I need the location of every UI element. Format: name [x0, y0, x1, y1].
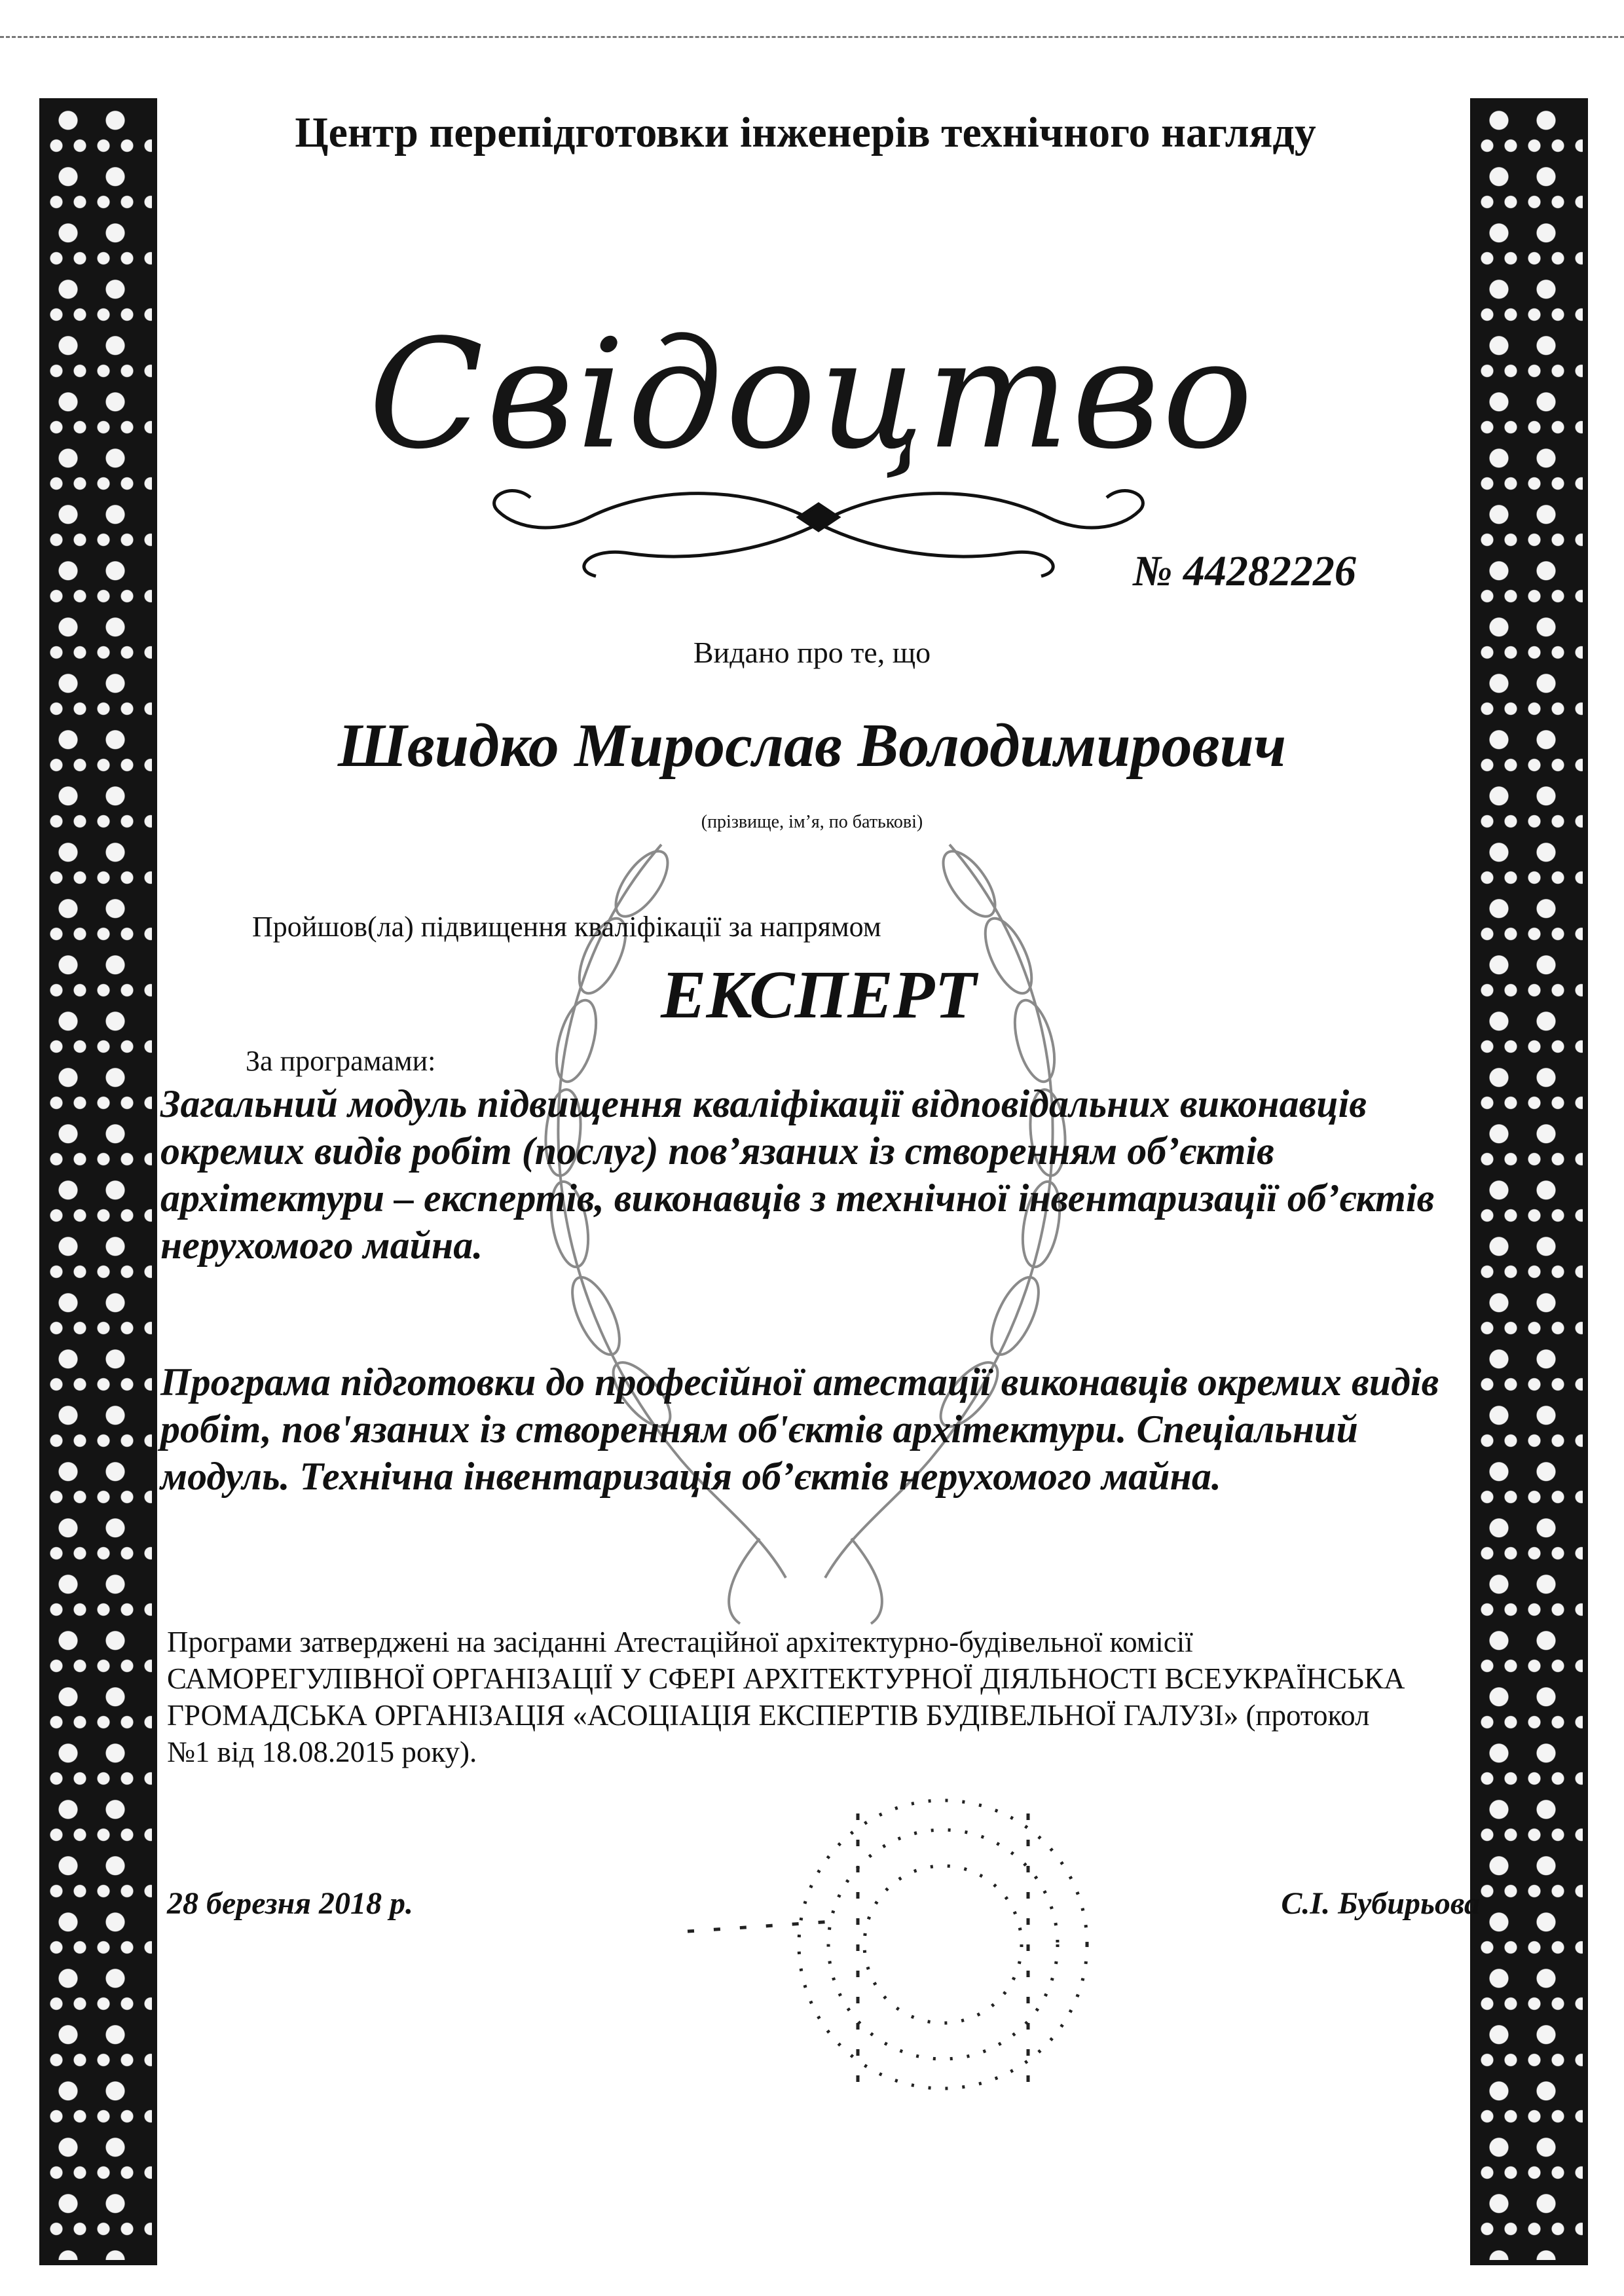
issue-date: 28 березня 2018 р.	[167, 1886, 414, 1921]
title-flourish-icon	[458, 478, 1179, 589]
top-dashed-line	[0, 36, 1624, 38]
name-caption: (прізвище, ім’я, по батькові)	[701, 812, 923, 832]
certificate-number: № 44282226	[1133, 547, 1356, 595]
program-item: Загальний модуль підвищення кваліфікації відповідальних виконавців окремих видів робіт (послуг) пов’язаних із створенням об’єктів архітектури – експертів, виконавців з технічної інвентаризації об’єктів нерухомого майна.	[160, 1082, 1435, 1267]
signer-name: С.І. Бубирьова	[1281, 1886, 1480, 1921]
right-ornamental-border	[1470, 98, 1588, 2265]
issued-text: Видано про те, що	[693, 636, 931, 669]
passed-text: Пройшов(ла) підвищення кваліфікації за напрямом	[252, 911, 881, 943]
program-item: Програма підготовки до професійної атестації виконавців окремих видів робіт, пов'язаних із створенням об'єктів архітектури. Спеціальний модуль. Технічна інвентаризація об’єктів нерухомого майна.	[160, 1360, 1439, 1498]
certificate-title: Свідоцтво	[368, 308, 1256, 483]
holder-name: Швидко Мирослав Володимирович	[337, 712, 1287, 780]
organization-header: Центр перепідготовки інженерів технічного нагляду	[295, 109, 1316, 156]
qualification-title: ЕКСПЕРТ	[661, 957, 976, 1032]
programs-label: За програмами:	[246, 1045, 436, 1077]
left-ornamental-border	[39, 98, 157, 2265]
approval-text: Програми затверджені на засіданні Атестаційної архітектурно-будівельної комісії САМОРЕГУЛІВНОЇ ОРГАНІЗАЦІЇ У СФЕРІ АРХІТЕКТУРНОЇ ДІЯЛЬНОСТІ ВСЕУКРАЇНСЬКА ГРОМАДСЬКА ОРГАНІЗАЦІЯ «АСОЦІАЦІЯ ЕКСПЕРТІВ БУДІВЕЛЬНОЇ ГАЛУЗІ» (протокол №1 від 18.08.2015 року).	[167, 1626, 1405, 1768]
seal-stamp-icon	[661, 1774, 1153, 2102]
